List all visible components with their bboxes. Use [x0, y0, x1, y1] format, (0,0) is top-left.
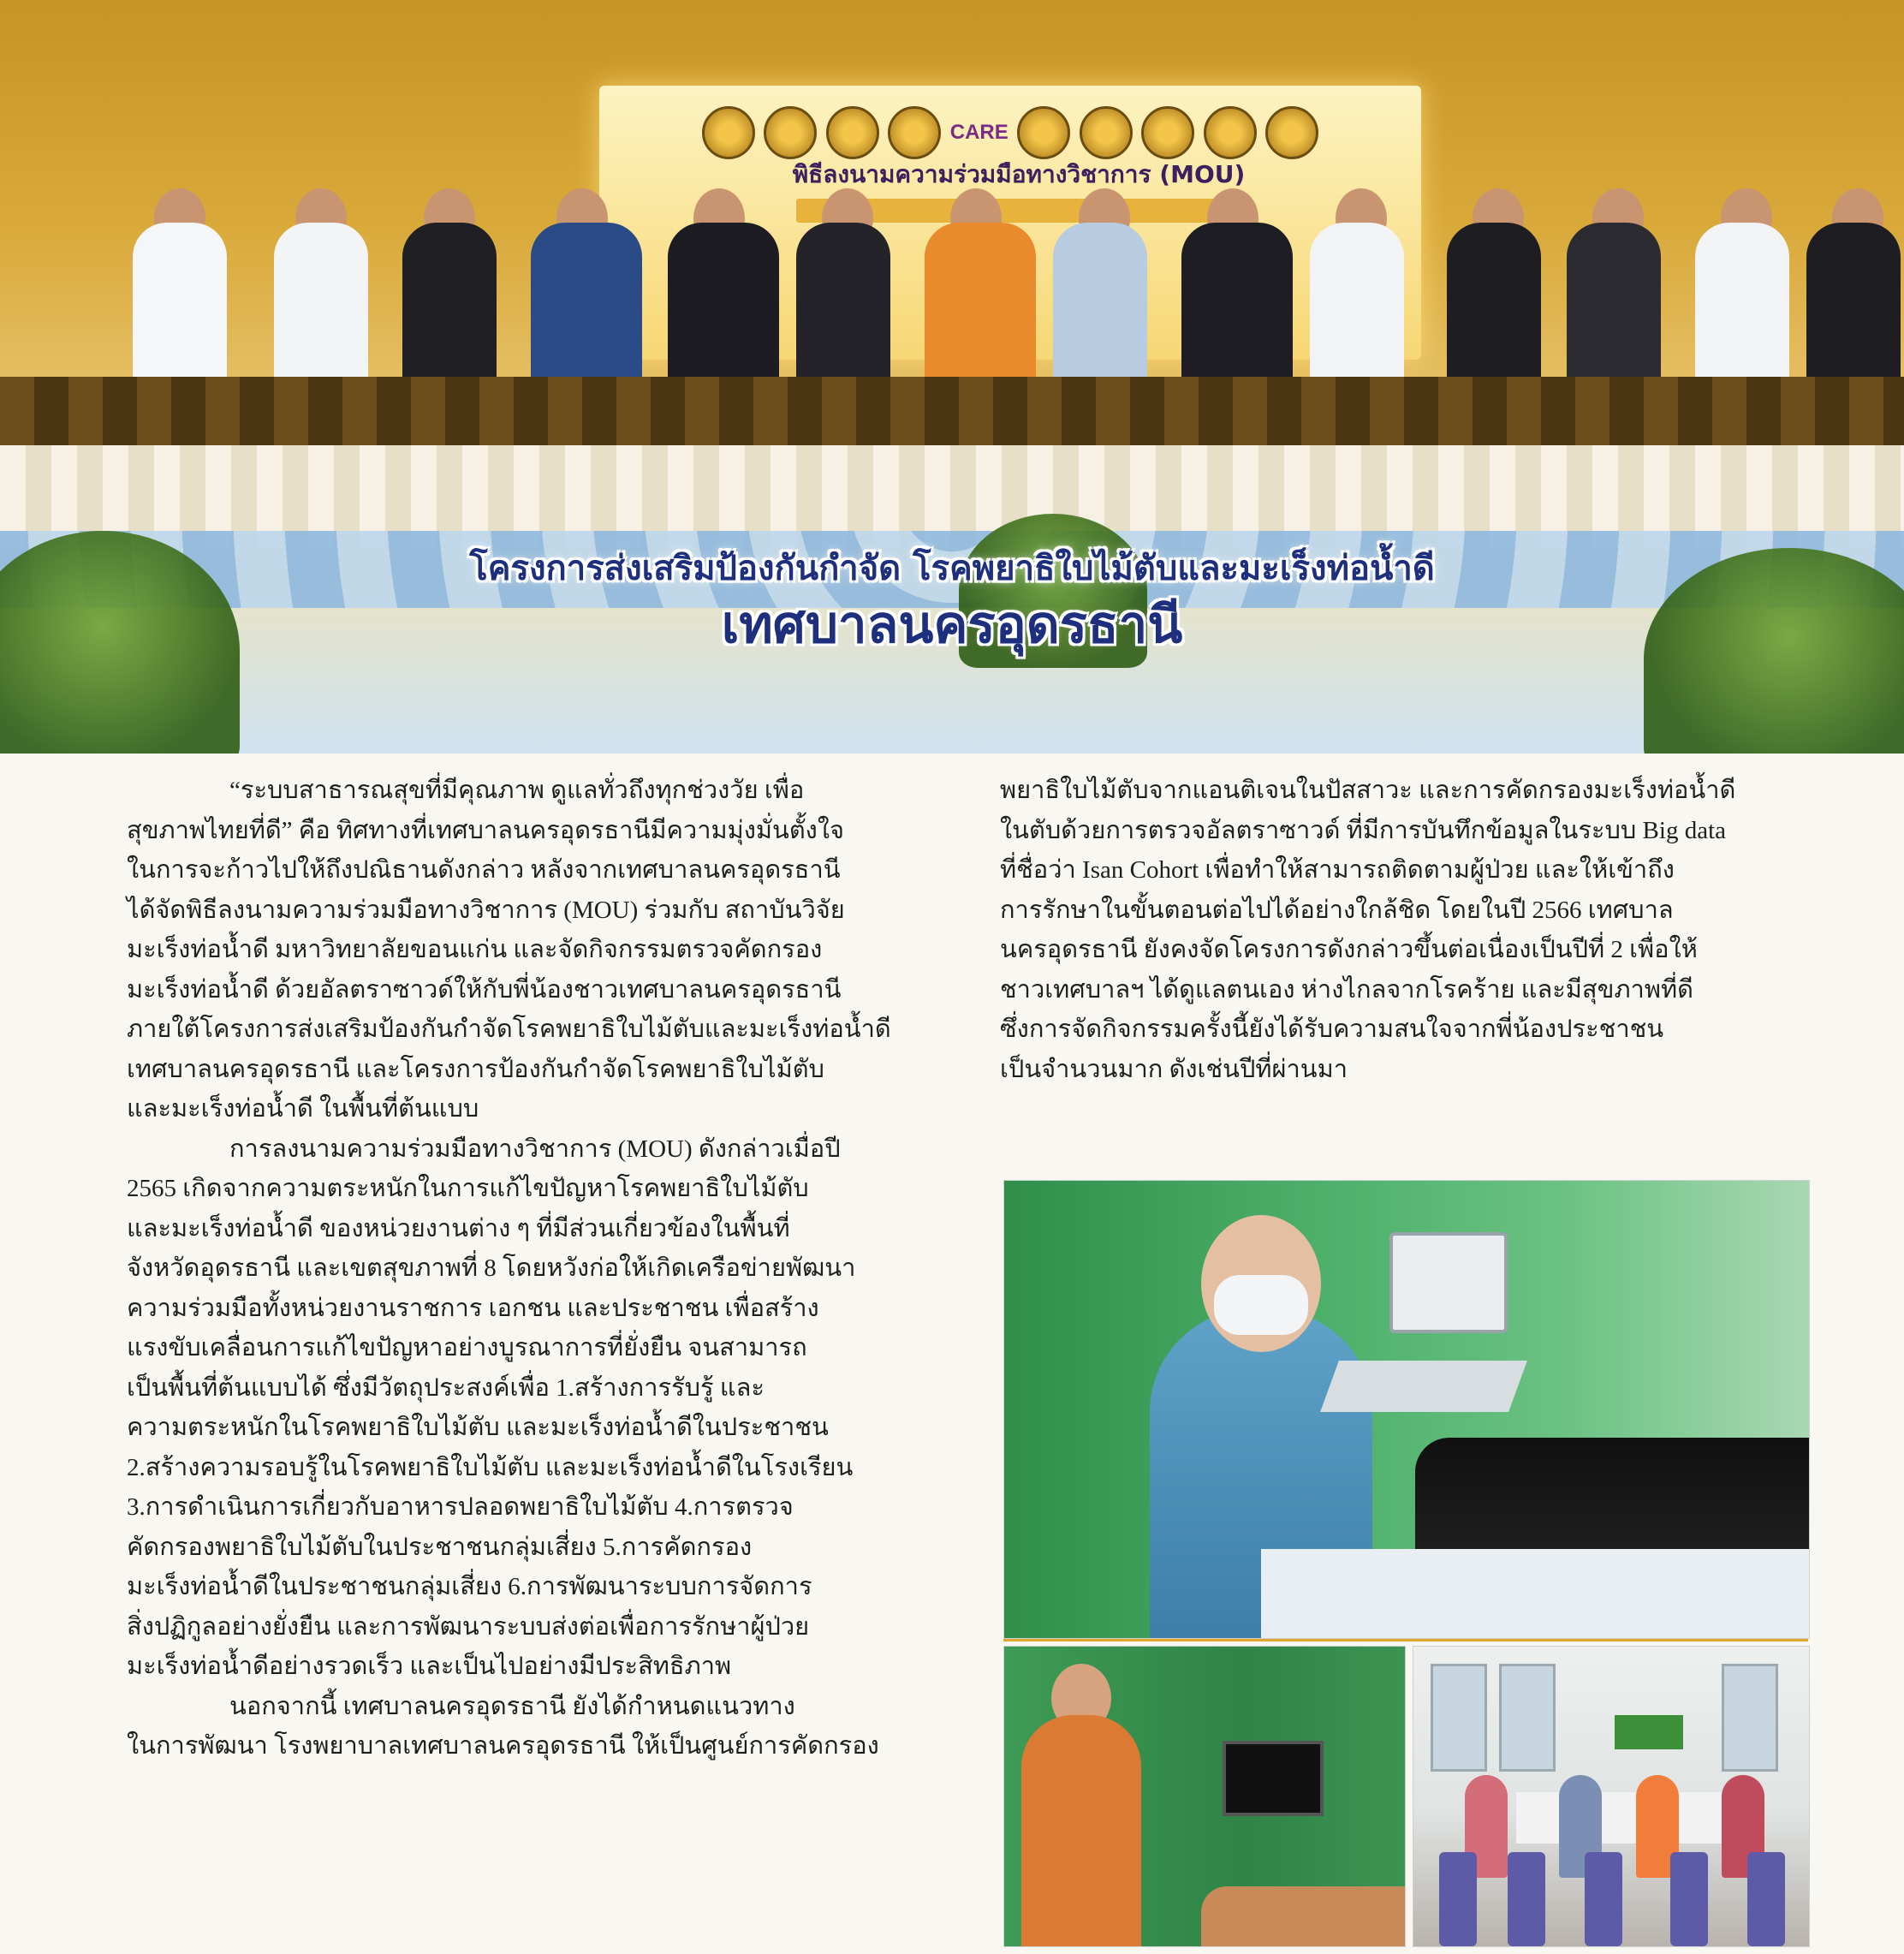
text-line: และมะเร็งท่อน้ำดี ของหน่วยงานต่าง ๆ ที่มีส่วนเกี่ยวข้องในพื้นที่: [127, 1214, 790, 1242]
mou-banner-title: พิธีลงนามความร่วมมือทางวิชาการ (MOU): [792, 160, 1246, 188]
face-mask: [1214, 1275, 1308, 1335]
text-line: นครอุดรธานี ยังคงจัดโครงการดังกล่าวขึ้นต่อเนื่องเป็นปีที่ 2 เพื่อให้: [1000, 936, 1698, 963]
text-line: นอกจากนี้ เทศบาลนครอุดรธานี ยังได้กำหนดแนวทาง: [229, 1692, 795, 1720]
text-line: มะเร็งท่อน้ำดี ด้วยอัลตราซาวด์ให้กับพี่น้องชาวเทศบาลนครอุดรธานี: [127, 975, 842, 1004]
green-sign: [1615, 1715, 1683, 1749]
text-line: พยาธิใบไม้ตับจากแอนติเจนในปัสสาวะ และการคัดกรองมะเร็งท่อน้ำดี: [1000, 777, 1736, 804]
text-line: ได้จัดพิธีลงนามความร่วมมือทางวิชาการ (MOU) ร่วมกับ สถาบันวิจัย: [127, 896, 845, 924]
person: [1181, 223, 1293, 394]
text-line: การลงนามความร่วมมือทางวิชาการ (MOU) ดังกล่าวเมื่อปี: [229, 1135, 841, 1163]
text-line: มะเร็งท่อน้ำดีในประชาชนกลุ่มเสี่ยง 6.การพัฒนาระบบการจัดการ: [127, 1573, 812, 1600]
person: [531, 223, 642, 394]
text-line: เป็นพื้นที่ต้นแบบได้ ซึ่งมีวัตถุประสงค์เพื่อ 1.สร้างการรับรู้ และ: [127, 1373, 765, 1402]
title-block: [0, 548, 1904, 656]
photo-divider: [1003, 1639, 1808, 1641]
text-line: สุขภาพไทยที่ดี” คือ ทิศทางที่เทศบาลนครอุดรธานีมีความมุ่งมั่นตั้งใจ: [127, 816, 844, 844]
logo-row: [702, 103, 1318, 163]
text-line: มะเร็งท่อน้ำดี มหาวิทยาลัยขอนแก่น และจัดกิจกรรมตรวจคัดกรอง: [127, 936, 823, 963]
ultrasound-screen: [1223, 1741, 1324, 1816]
text-line: สิ่งปฏิกูลอย่างยั่งยืน และการพัฒนาระบบส่งต่อเพื่อการรักษาผู้ป่วย: [127, 1612, 810, 1641]
text-line: ในการพัฒนา โรงพยาบาลเทศบาลนครอุดรธานี ให้เป็นศูนย์การคัดกรอง: [127, 1732, 879, 1760]
person: [133, 223, 227, 394]
emblem-icon: [1080, 106, 1133, 159]
emblem-icon: [826, 106, 879, 159]
person: [668, 223, 779, 394]
chair: [1747, 1852, 1785, 1946]
page-title: โครงการส่งเสริมป้องกันกำจัด โรคพยาธิใบไม้ตับและมะเร็งท่อน้ำดี: [469, 549, 1435, 588]
screening-room-photo: [1003, 1646, 1406, 1947]
window: [1722, 1664, 1778, 1772]
text-line: การรักษาในขั้นตอนต่อไปได้อย่างใกล้ชิด โดยในปี 2566 เทศบาล: [1000, 896, 1674, 924]
window: [1431, 1664, 1487, 1772]
emblem-icon: [764, 106, 817, 159]
person: [274, 223, 368, 394]
chair: [1670, 1852, 1708, 1946]
emblem-icon: [888, 106, 941, 159]
page-subtitle: เทศบาลนครอุดรธานี: [721, 595, 1183, 655]
text-line: ที่ชื่อว่า Isan Cohort เพื่อทำให้สามารถติดตามผู้ป่วย และให้เข้าถึง: [1000, 856, 1675, 884]
text-line: คัดกรองพยาธิใบไม้ตับในประชาชนกลุ่มเสี่ยง 5.การคัดกรอง: [127, 1533, 753, 1561]
person: [796, 223, 890, 394]
text-line: จังหวัดอุดรธานี และเขตสุขภาพที่ 8 โดยหวังก่อให้เกิดเครือข่ายพัฒนา: [127, 1254, 856, 1282]
left-column: [127, 771, 940, 1766]
emblem-icon: [1017, 106, 1070, 159]
text-line: และมะเร็งท่อน้ำดี ในพื้นที่ต้นแบบ: [127, 1095, 479, 1123]
care-logo: CARE: [949, 121, 1009, 144]
text-line: แรงขับเคลื่อนการแก้ไขปัญหาอย่างบูรณาการที่ยั่งยืน จนสามารถ: [127, 1334, 807, 1361]
text-line: ในตับด้วยการตรวจอัลตราซาวด์ ที่มีการบันทึกข้อมูลในระบบ Big data: [1000, 816, 1726, 844]
person: [1567, 223, 1661, 394]
text-line: เทศบาลนครอุดรธานี และโครงการป้องกันกำจัดโรคพยาธิใบไม้ตับ: [127, 1055, 824, 1083]
person: [402, 223, 497, 394]
person: [1310, 223, 1404, 394]
control-panel: [1320, 1361, 1527, 1412]
registration-photo: [1413, 1646, 1810, 1947]
text-line: “ระบบสาธารณสุขที่มีคุณภาพ ดูแลทั่วถึงทุกช่วงวัย เพื่อ: [229, 777, 805, 804]
hero-photo: [0, 0, 1904, 754]
ultrasound-monitor: [1389, 1232, 1508, 1333]
emblem-icon: [1204, 106, 1257, 159]
text-line: ความตระหนักในโรคพยาธิใบไม้ตับ และมะเร็งท่อน้ำดีในประชาชน: [127, 1414, 829, 1441]
text-line: 2565 เกิดจากความตระหนักในการแก้ไขปัญหาโรคพยาธิใบไม้ตับ: [127, 1175, 809, 1202]
ultrasound-photo: [1003, 1180, 1810, 1639]
text-line: 3.การดำเนินการเกี่ยวกับอาหารปลอดพยาธิใบไม้ตับ 4.การตรวจ: [127, 1493, 794, 1521]
person: [1806, 223, 1901, 394]
person: [925, 223, 1036, 394]
doctor-figure: [1021, 1715, 1141, 1946]
right-column: [1000, 771, 1813, 1089]
person: [1447, 223, 1541, 394]
bed-sheet: [1261, 1549, 1809, 1639]
text-line: 2.สร้างความรอบรู้ในโรคพยาธิใบไม้ตับ และมะเร็งท่อน้ำดีในโรงเรียน: [127, 1453, 854, 1481]
text-line: ชาวเทศบาลฯ ได้ดูแลตนเอง ห่างไกลจากโรคร้าย และมีสุขภาพที่ดี: [1000, 975, 1693, 1004]
chair: [1585, 1852, 1622, 1946]
text-line: มะเร็งท่อน้ำดีอย่างรวดเร็ว และเป็นไปอย่างมีประสิทธิภาพ: [127, 1653, 732, 1680]
chair: [1508, 1852, 1545, 1946]
text-line: เป็นจำนวนมาก ดังเช่นปีที่ผ่านมา: [1000, 1055, 1348, 1083]
person: [1695, 223, 1789, 394]
emblem-icon: [1141, 106, 1194, 159]
text-line: ภายใต้โครงการส่งเสริมป้องกันกำจัดโรคพยาธิใบไม้ตับและมะเร็งท่อน้ำดี: [127, 1016, 891, 1043]
chair: [1439, 1852, 1477, 1946]
text-line: ความร่วมมือทั้งหน่วยงานราชการ เอกชน และประชาชน เพื่อสร้าง: [127, 1294, 819, 1322]
emblem-icon: [1265, 106, 1318, 159]
text-line: ซึ่งการจัดกิจกรรมครั้งนี้ยังได้รับความสนใจจากพี่น้องประชาชน: [1000, 1016, 1664, 1043]
window: [1499, 1664, 1556, 1772]
patient-figure: [1201, 1886, 1406, 1946]
text-line: ในการจะก้าวไปให้ถึงปณิธานดังกล่าว หลังจากเทศบาลนครอุดรธานี: [127, 856, 841, 884]
emblem-icon: [702, 106, 755, 159]
person: [1053, 223, 1147, 394]
